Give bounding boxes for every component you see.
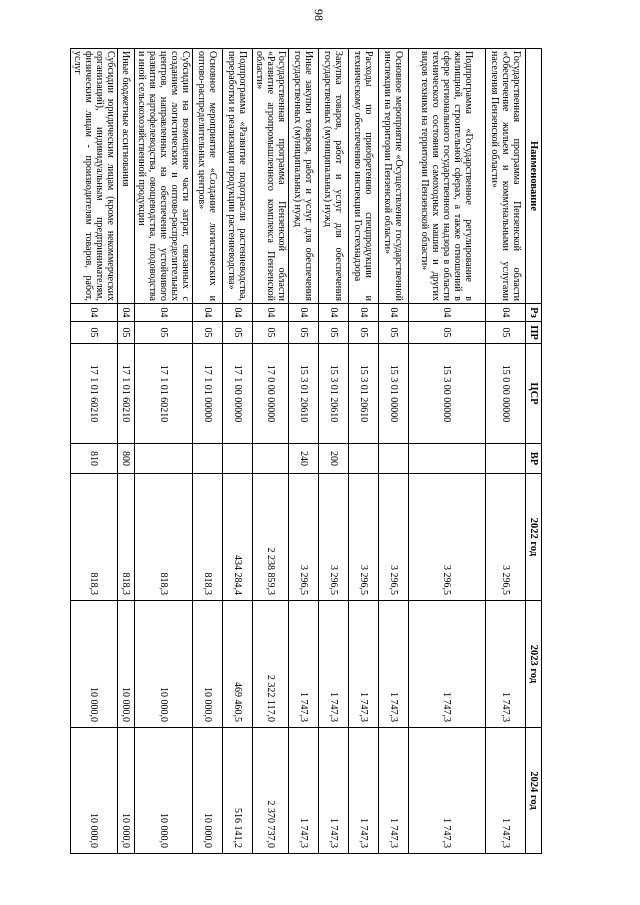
row-csr: 15 3 01 20610 (349, 344, 379, 444)
row-name: Основное мероприятие «Создание логистических и оптово-распределительных центров» (193, 49, 223, 304)
row-2024: 1 747,3 (319, 728, 349, 854)
row-2024: 1 747,3 (379, 728, 409, 854)
row-csr: 17 1 00 00000 (223, 344, 253, 444)
table-row (253, 49, 289, 854)
row-vr (193, 444, 223, 474)
table-row (71, 49, 118, 854)
rotated-page-content (72, 48, 542, 853)
row-2023: 2 322 117,0 (253, 601, 289, 728)
row-2024: 10 000,0 (135, 728, 193, 854)
header-2023: 2023 год (526, 601, 542, 728)
row-name: Государственная программа Пензенской области «Обеспечение жильем и коммунальными услугами населения Пензенской области» (486, 49, 526, 304)
row-vr: 200 (319, 444, 349, 474)
table-row (118, 49, 135, 854)
row-rz: 04 (118, 304, 135, 322)
row-2023: 10 000,0 (71, 601, 118, 728)
header-pr: ПР (526, 322, 542, 344)
row-rz: 04 (289, 304, 319, 322)
table-row (349, 49, 379, 854)
row-2024: 1 747,3 (486, 728, 526, 854)
table-row (486, 49, 526, 854)
table-row (379, 49, 409, 854)
row-pr: 05 (379, 322, 409, 344)
row-2024: 10 000,0 (118, 728, 135, 854)
row-pr: 05 (319, 322, 349, 344)
row-2022: 3 296,5 (379, 474, 409, 601)
row-2023: 1 747,3 (486, 601, 526, 728)
table-row (289, 49, 319, 854)
row-2022: 818,3 (71, 474, 118, 601)
row-2022: 3 296,5 (319, 474, 349, 601)
row-2023: 1 747,3 (349, 601, 379, 728)
row-csr: 15 3 01 00000 (379, 344, 409, 444)
row-name: Субсидии юридическим лицам (кроме некоммерческих организаций), индивидуальным предпринимателям, физическим лицам - производителям товаров, работ, услуг (71, 49, 118, 304)
row-rz: 04 (71, 304, 118, 322)
row-2023: 1 747,3 (409, 601, 486, 728)
row-pr: 05 (409, 322, 486, 344)
row-csr: 17 1 01 60210 (135, 344, 193, 444)
row-2024: 516 141,2 (223, 728, 253, 854)
row-2022: 434 284,4 (223, 474, 253, 601)
row-name: Субсидии на возмещение части затрат, связанных с созданием логистических и оптово-распределительных центров, направленных на обеспечение устойчивого развития картофелеводства, овощеводства, плодоводства и иной сельскохозяйственной продукции (135, 49, 193, 304)
header-rz: Рз (526, 304, 542, 322)
row-vr (486, 444, 526, 474)
row-2022: 818,3 (118, 474, 135, 601)
header-vr: ВР (526, 444, 542, 474)
row-csr: 15 3 01 20610 (319, 344, 349, 444)
row-rz: 04 (135, 304, 193, 322)
row-vr (253, 444, 289, 474)
row-rz: 04 (193, 304, 223, 322)
row-vr (349, 444, 379, 474)
row-2024: 1 747,3 (409, 728, 486, 854)
row-2023: 469 460,5 (223, 601, 253, 728)
row-2022: 3 296,5 (289, 474, 319, 601)
row-name: Подпрограмма «Развитие подотрасли растениеводства, переработки и реализации продукции растениеводства» (223, 49, 253, 304)
row-rz: 04 (486, 304, 526, 322)
row-2023: 1 747,3 (319, 601, 349, 728)
row-2023: 1 747,3 (379, 601, 409, 728)
row-2022: 2 238 859,3 (253, 474, 289, 601)
row-pr: 05 (486, 322, 526, 344)
header-csr: ЦСР (526, 344, 542, 444)
row-vr (409, 444, 486, 474)
row-csr: 15 3 00 00000 (409, 344, 486, 444)
table-row (409, 49, 486, 854)
row-vr: 800 (118, 444, 135, 474)
row-rz: 04 (409, 304, 486, 322)
row-2023: 1 747,3 (289, 601, 319, 728)
row-rz: 04 (379, 304, 409, 322)
row-pr: 05 (223, 322, 253, 344)
table-row (223, 49, 253, 854)
row-csr: 17 1 01 60210 (118, 344, 135, 444)
row-name: Подпрограмма «Государственное регулирование в жилищной, строительной сферах, а также отношений в сфере регионального государственного надзора в области технического состояния самоходных машин и других видов техники на территории Пензенской области» (409, 49, 486, 304)
row-vr: 240 (289, 444, 319, 474)
row-2024: 2 370 737,0 (253, 728, 289, 854)
row-rz: 04 (349, 304, 379, 322)
row-vr (223, 444, 253, 474)
row-2023: 10 000,0 (193, 601, 223, 728)
page-number: 98 (312, 9, 326, 21)
row-csr: 15 3 01 20610 (289, 344, 319, 444)
table-row (193, 49, 223, 854)
row-2022: 3 296,5 (409, 474, 486, 601)
row-name: Закупка товаров, работ и услуг для обеспечения государственных (муниципальных) нужд (319, 49, 349, 304)
row-csr: 17 0 00 00000 (253, 344, 289, 444)
row-csr: 17 1 01 60210 (71, 344, 118, 444)
row-2024: 1 747,3 (289, 728, 319, 854)
row-name: Иные бюджетные ассигнования (118, 49, 135, 304)
table-row (135, 49, 193, 854)
row-2023: 10 000,0 (135, 601, 193, 728)
table-header-row (526, 49, 542, 854)
row-vr (135, 444, 193, 474)
header-name: Наименование (526, 49, 542, 304)
row-2023: 10 000,0 (118, 601, 135, 728)
row-pr: 05 (71, 322, 118, 344)
row-pr: 05 (135, 322, 193, 344)
row-name: Основное мероприятие «Осуществление государственной инспекции на территории Пензенской области» (379, 49, 409, 304)
row-2024: 1 747,3 (349, 728, 379, 854)
header-2022: 2022 год (526, 474, 542, 601)
row-vr (379, 444, 409, 474)
row-pr: 05 (349, 322, 379, 344)
row-pr: 05 (289, 322, 319, 344)
row-pr: 05 (193, 322, 223, 344)
row-2024: 10 000,0 (193, 728, 223, 854)
row-2022: 3 296,5 (349, 474, 379, 601)
row-name: Иные закупки товаров, работ и услуг для обеспечения государственных (муниципальных) нужд (289, 49, 319, 304)
row-2022: 3 296,5 (486, 474, 526, 601)
row-name: Расходы по приобретению спецпродукции и техническому обеспечению инспекции Гостехнадзора (349, 49, 379, 304)
row-rz: 04 (253, 304, 289, 322)
header-2024: 2024 год (526, 728, 542, 854)
row-rz: 04 (319, 304, 349, 322)
row-name: Государственная программа Пензенской области «Развитие агропромышленного комплекса Пензенской области» (253, 49, 289, 304)
row-pr: 05 (118, 322, 135, 344)
row-vr: 810 (71, 444, 118, 474)
row-pr: 05 (253, 322, 289, 344)
row-2022: 818,3 (135, 474, 193, 601)
row-2022: 818,3 (193, 474, 223, 601)
row-csr: 17 1 01 00000 (193, 344, 223, 444)
row-csr: 15 0 00 00000 (486, 344, 526, 444)
row-2024: 10 000,0 (71, 728, 118, 854)
budget-table (70, 48, 542, 854)
table-row (319, 49, 349, 854)
row-rz: 04 (223, 304, 253, 322)
